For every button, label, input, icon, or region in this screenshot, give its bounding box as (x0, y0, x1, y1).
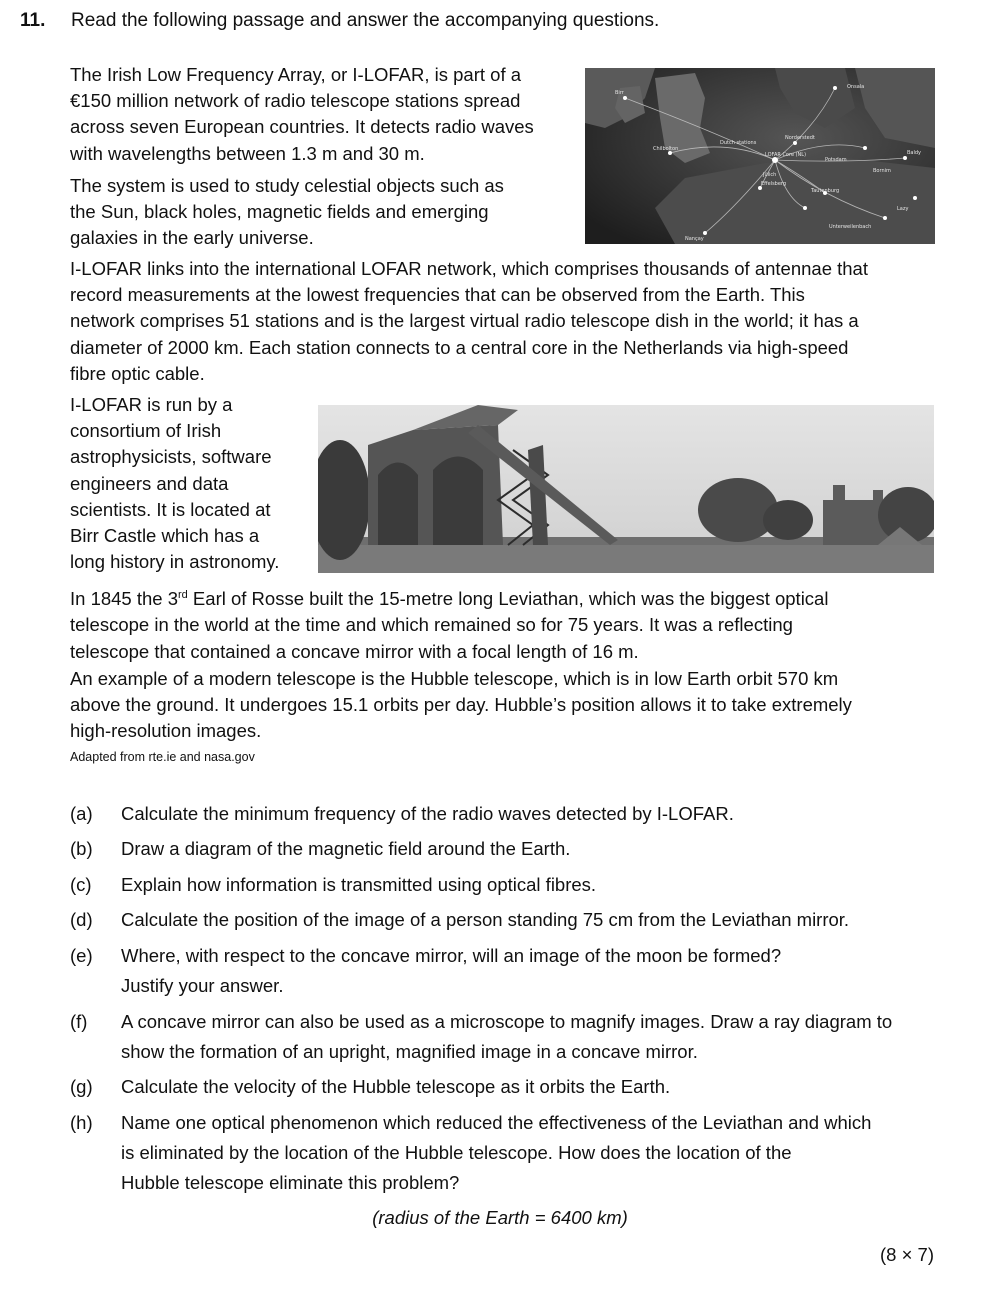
part-text: Hubble telescope eliminate this problem? (121, 1172, 460, 1193)
birr-castle-photo-graphic (318, 405, 934, 573)
question-number: 11. (20, 10, 46, 31)
part-label: (c) (70, 874, 92, 895)
europe-map-graphic (585, 68, 935, 244)
map-label: Jülich (763, 172, 777, 178)
part-text: Calculate the position of the image of a person standing 75 cm from the Leviathan mirror. (121, 909, 850, 930)
map-label: Unterweilenbach (829, 224, 872, 230)
passage-paragraph-5 (70, 582, 828, 665)
text-line: Birr Castle which has a (70, 525, 260, 547)
map-label: Nançay (685, 236, 704, 242)
part-text: Justify your answer. (121, 975, 284, 996)
part-text: Name one optical phenomenon which reduced the effectiveness of the Leviathan and which (121, 1112, 872, 1133)
text-line: astrophysicists, software (70, 446, 272, 468)
part-text: Explain how information is transmitted using optical fibres. (121, 874, 597, 895)
map-label: Potsdam (825, 157, 847, 163)
leviathan-telescope-photo (318, 405, 934, 573)
source-note: Adapted from rte.ie and nasa.gov (70, 750, 255, 764)
map-label: Dutch stations (720, 140, 757, 146)
map-label: Chilbolton (653, 146, 679, 152)
passage-paragraph-2 (70, 173, 504, 252)
text-line: I-LOFAR is run by a (70, 394, 233, 415)
part-text: Calculate the minimum frequency of the radio waves detected by I-LOFAR. (121, 803, 734, 824)
map-label: Effelsberg (761, 181, 787, 187)
text-line: telescope that contained a concave mirror with a focal length of 16 m. (70, 640, 639, 662)
passage-paragraph-4 (70, 392, 279, 575)
text-line: telescope in the world at the time and which remained so for 75 years. It was a reflecting (70, 614, 793, 636)
text-line: across seven European countries. It detects radio waves (70, 116, 534, 138)
part-label: (e) (70, 945, 93, 966)
map-label: Norderstedt (785, 135, 815, 141)
text-line: €150 million network of radio telescope stations spread (70, 90, 521, 112)
part-text: is eliminated by the location of the Hubble telescope. How does the location of the (121, 1142, 792, 1163)
part-text: Where, with respect to the concave mirror, will an image of the moon be formed? (121, 945, 782, 966)
question-heading: Read the following passage and answer the accompanying questions. (71, 10, 660, 31)
text-line: the Sun, black holes, magnetic fields and emerging (70, 201, 489, 223)
text-line: fibre optic cable. (70, 362, 205, 384)
text-line: The Irish Low Frequency Array, or I-LOFAR, is part of a (70, 64, 522, 85)
text-line: scientists. It is located at (70, 498, 271, 520)
map-label: Baldy (907, 150, 922, 156)
map-label: Birr (615, 90, 624, 96)
part-text: A concave mirror can also be used as a microscope to magnify images. Draw a ray diagram to (121, 1011, 893, 1032)
radius-note: (radius of the Earth = 6400 km) (372, 1207, 628, 1228)
map-label: Lazy (897, 206, 909, 212)
part-label: (g) (70, 1076, 93, 1097)
text-line: The system is used to study celestial objects such as (70, 175, 504, 196)
text-line: In 1845 the 3rd Earl of Rosse built the 15-metre long Leviathan, which was the biggest optical (70, 588, 829, 610)
map-label: Tautenburg (811, 188, 840, 194)
part-label: (h) (70, 1112, 93, 1133)
map-label: LOFAR Core (NL) (765, 152, 807, 158)
map-label: Onsala (847, 84, 865, 90)
part-text: Draw a diagram of the magnetic field around the Earth. (121, 838, 571, 859)
part-label: (f) (70, 1011, 88, 1032)
map-label: Bornim (873, 168, 891, 174)
text-line: An example of a modern telescope is the Hubble telescope, which is in low Earth orbit 570 km (70, 668, 839, 689)
part-label: (d) (70, 909, 93, 930)
text-line: galaxies in the early universe. (70, 227, 314, 249)
passage-paragraph-3 (70, 256, 868, 387)
text-line: with wavelengths between 1.3 m and 30 m. (70, 142, 425, 164)
text-line: engineers and data (70, 472, 229, 494)
text-line: above the ground. It undergoes 15.1 orbits per day. Hubble’s position allows it to take extremely (70, 694, 852, 716)
passage-paragraph-1 (70, 62, 534, 167)
marks-allocation: (8 × 7) (880, 1244, 934, 1265)
part-text: show the formation of an upright, magnified image in a concave mirror. (121, 1041, 698, 1062)
text-line: diameter of 2000 km. Each station connects to a central core in the Netherlands via high-speed (70, 336, 849, 358)
part-label: (a) (70, 803, 93, 824)
text-line: network comprises 51 stations and is the largest virtual radio telescope dish in the world; it has a (70, 310, 859, 332)
text-line: high-resolution images. (70, 720, 262, 742)
text-line: record measurements at the lowest frequencies that can be observed from the Earth. This (70, 284, 805, 306)
text-line: I-LOFAR links into the international LOFAR network, which comprises thousands of antennae that (70, 258, 868, 279)
lofar-station-map-image (585, 68, 935, 244)
passage-paragraph-6 (70, 666, 852, 745)
text-line: consortium of Irish (70, 420, 222, 442)
text-line: long history in astronomy. (70, 551, 280, 573)
part-label: (b) (70, 838, 93, 859)
part-text: Calculate the velocity of the Hubble telescope as it orbits the Earth. (121, 1076, 671, 1097)
